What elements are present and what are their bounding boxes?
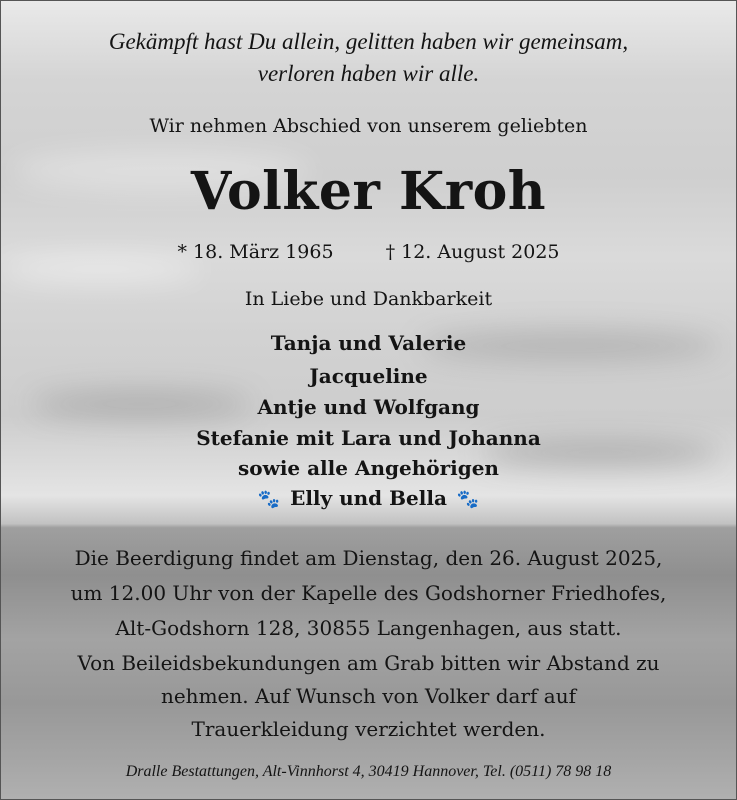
mourner-line: sowie alle Angehörigen [238, 456, 499, 480]
funeral-line: Trauerkleidung verzichtet werden. [191, 717, 546, 741]
pets-line [1, 486, 736, 510]
funeral-line: Die Beerdigung findet am Dienstag, den 26. August 2025, [74, 546, 663, 570]
funeral-line: um 12.00 Uhr von der Kapelle des Godshorner Friedhofes, [70, 581, 667, 605]
paw-icon: 🐾 [456, 489, 480, 510]
mourner-line: Jacqueline [309, 364, 428, 388]
birth-date: * 18. März 1965 [177, 241, 334, 263]
quote-line-1: Gekämpft hast Du allein, gelitten haben wir gemeinsam, [108, 29, 629, 54]
death-date: † 12. August 2025 [385, 241, 560, 263]
deceased-name: Volker Kroh [190, 161, 547, 222]
funeral-line: nehmen. Auf Wunsch von Volker darf auf [160, 684, 577, 708]
funeral-line: Von Beileidsbekundungen am Grab bitten wir Abstand zu [77, 651, 660, 675]
mourner-line: Tanja und Valerie [270, 331, 467, 355]
funeral-home-footer: Dralle Bestattungen, Alt-Vinnhorst 4, 30419 Hannover, Tel. (0511) 78 98 18 [125, 763, 612, 780]
mourner-line: Antje und Wolfgang [257, 395, 480, 419]
dedication-text: In Liebe und Dankbarkeit [244, 288, 493, 310]
funeral-line: Alt-Godshorn 128, 30855 Langenhagen, aus statt. [115, 616, 622, 640]
life-dates [1, 241, 736, 263]
paw-icon: 🐾 [257, 489, 281, 510]
mourner-line: Stefanie mit Lara und Johanna [196, 426, 541, 450]
intro-text: Wir nehmen Abschied von unserem geliebten [149, 115, 588, 137]
pets-names: Elly und Bella [290, 486, 447, 510]
quote-line-2: verloren haben wir alle. [257, 61, 480, 86]
